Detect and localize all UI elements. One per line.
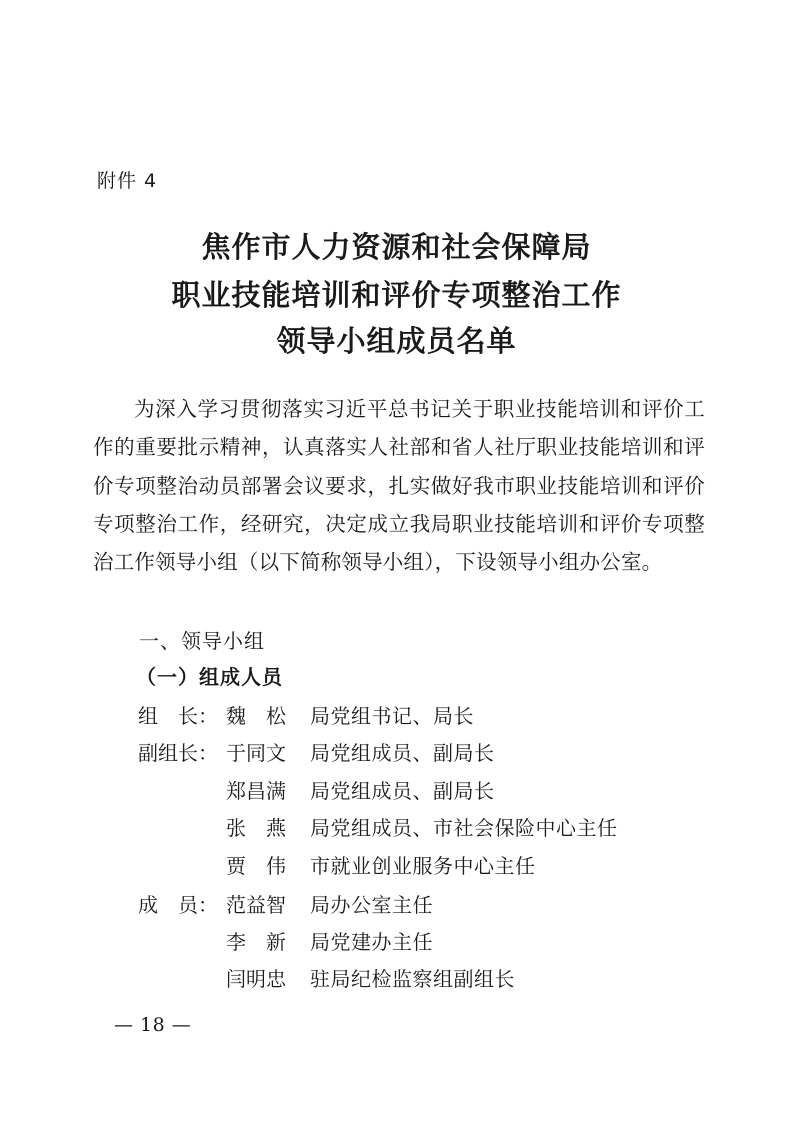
- intro-paragraph: 为深入学习贯彻落实习近平总书记关于职业技能培训和评价工作的重要批示精神，认真落实人社部和省人社厅职业技能培训和评价专项整治动员部署会议要求，扎实做好我市职业技能培训和评价专项整治工作，经研究，决定成立我局职业技能培训和评价专项整治工作领导小组（以下简称领导小组），下设领导小组办公室。: [93, 397, 705, 575]
- member-position: 局党组书记、局长: [310, 704, 474, 728]
- member-position: 市就业创业服务中心主任: [310, 854, 536, 878]
- member-position: 局党组成员、副局长: [310, 779, 495, 803]
- member-name: 李 新: [226, 930, 286, 954]
- member-position: 局党组成员、副局长: [310, 741, 495, 765]
- member-position: 局党建办主任: [310, 930, 433, 954]
- member-position: 驻局纪检监察组副组长: [310, 967, 515, 991]
- member-name: 闫明忠: [226, 967, 286, 991]
- member-name: 魏 松: [226, 704, 286, 728]
- member-name: 贾 伟: [226, 854, 286, 878]
- document-title-line-3: 领导小组成员名单: [276, 324, 517, 358]
- member-position: 局党组成员、市社会保险中心主任: [310, 816, 618, 840]
- page-number: — 18 —: [114, 1014, 192, 1036]
- subsection-heading: （一）组成人员: [136, 665, 283, 689]
- member-role: 副组长：: [138, 741, 218, 765]
- document-title-line-1: 焦作市人力资源和社会保障局: [201, 230, 592, 264]
- member-name: 郑昌满: [226, 779, 286, 803]
- attachment-label: 附件 4: [97, 170, 158, 192]
- document-title-line-2: 职业技能培训和评价专项整治工作: [171, 278, 622, 312]
- member-name: 于同文: [226, 741, 286, 765]
- member-role: 成 员：: [138, 893, 218, 917]
- member-name: 范益智: [226, 893, 286, 917]
- member-position: 局办公室主任: [310, 893, 433, 917]
- member-name: 张 燕: [226, 816, 286, 840]
- member-role: 组 长：: [138, 704, 218, 728]
- section-heading: 一、领导小组: [139, 629, 265, 653]
